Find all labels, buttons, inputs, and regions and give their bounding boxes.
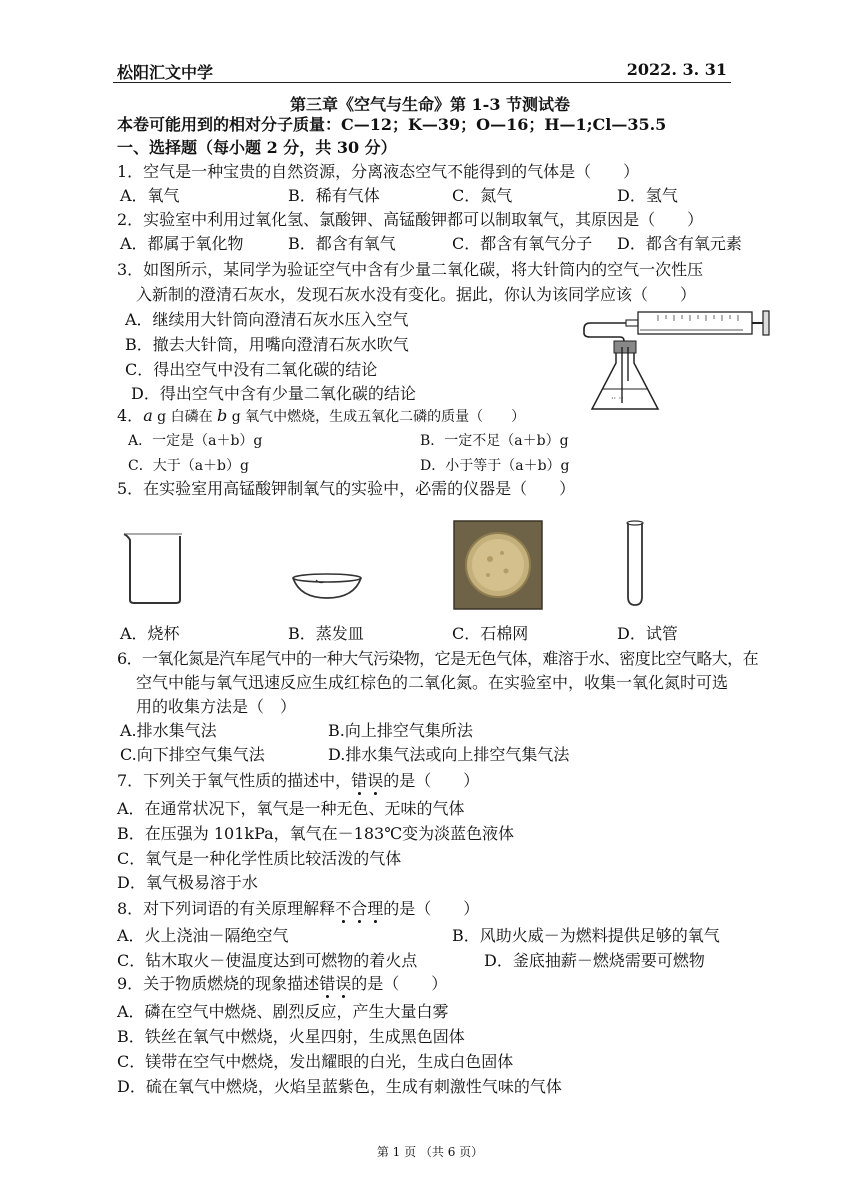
q8-emph-1: 不	[335, 899, 352, 918]
q4-option-c: C．大于（a＋b）g	[128, 458, 249, 474]
syringe-flask-figure	[578, 303, 778, 415]
q8-stem-pre: 8．对下列词语的有关原理解释	[117, 899, 336, 918]
q8-option-a: A．火上浇油－隔绝空气	[117, 926, 289, 945]
q7-emph-2: 误	[367, 771, 384, 790]
q9-option-b: B．铁丝在氧气中燃烧，火星四射，生成黑色固体	[117, 1027, 465, 1046]
relative-masses: 本卷可能用到的相对分子质量：C—12；K—39；O—16；H—1;Cl—35.5	[117, 115, 667, 134]
q4-number: 4．	[117, 406, 144, 425]
q3-option-a: A．继续用大针筒向澄清石灰水压入空气	[125, 310, 409, 329]
page-header	[117, 60, 727, 82]
q9-option-d: D．硫在氧气中燃烧，火焰呈蓝紫色，生成有刺激性气味的气体	[117, 1077, 562, 1096]
q4-option-d: D．小于等于（a＋b）g	[420, 458, 570, 474]
q6-option-c: C.向下排空气集气法	[120, 745, 265, 764]
q9-option-c: C．镁带在空气中燃烧，发出耀眼的白光，生成白色固体	[117, 1052, 514, 1071]
q2-stem: 2．实验室中利用过氧化氢、氯酸钾、高锰酸钾都可以制取氧气，其原因是（ ）	[117, 210, 704, 229]
beaker-image	[120, 530, 190, 606]
q6-option-a: A.排水集气法	[120, 721, 217, 740]
school-name: 松阳汇文中学	[117, 63, 214, 82]
q7-stem-post: 的是（ ）	[383, 771, 480, 790]
q9-stem-pre: 9．关于物质燃烧的现象描述	[117, 974, 320, 993]
q1-stem: 1．空气是一种宝贵的自然资源，分离液态空气不能得到的气体是（ ）	[117, 162, 640, 181]
q5-option-d: D．试管	[617, 624, 678, 643]
q3-stem-line2: 入新制的澄清石灰水，发现石灰水没有变化。据此，你认为该同学应该（ ）	[136, 285, 697, 304]
q2-option-a: A．都属于氧化物	[120, 234, 244, 253]
q2-option-d: D．都含有氧元素	[617, 234, 742, 253]
q9-emph-1: 错	[319, 974, 336, 993]
q9-option-a: A．磷在空气中燃烧、剧烈反应，产生大量白雾	[117, 1002, 449, 1021]
q6-option-d: D.排水集气法或向上排空气集气法	[328, 745, 570, 764]
q4-text1: g 白磷在	[152, 409, 218, 425]
q5-stem: 5．在实验室用高锰酸钾制氧气的实验中，必需的仪器是（ ）	[117, 479, 576, 498]
q7-option-b: B．在压强为 101kPa，氧气在－183℃变为淡蓝色液体	[117, 824, 515, 843]
q8-stem-post: 的是（ ）	[383, 899, 480, 918]
q5-option-b: B．蒸发皿	[288, 624, 364, 643]
exam-title: 第三章《空气与生命》第 1-3 节测试卷	[289, 95, 571, 114]
q3-option-c: C．得出空气中没有二氧化碳的结论	[125, 360, 378, 379]
q7-stem-pre: 7．下列关于氧气性质的描述中，	[117, 771, 352, 790]
q8-emph-2: 合	[351, 899, 368, 918]
q7-stem	[117, 770, 479, 792]
q1-option-c: C．氮气	[452, 186, 513, 205]
test-tube-image	[622, 519, 648, 609]
q2-option-b: B．都含有氧气	[288, 234, 396, 253]
q4-stem	[117, 405, 525, 428]
q8-emph-3: 理	[367, 899, 384, 918]
q5-option-a: A．烧杯	[120, 624, 180, 643]
q8-option-c: C．钻木取火－使温度达到可燃物的着火点	[117, 951, 418, 970]
q4-var-a: a	[143, 406, 153, 425]
q7-option-a: A．在通常状况下，氧气是一种无色、无味的气体	[117, 799, 465, 818]
q6-option-b: B.向上排空气集所法	[328, 721, 473, 740]
exam-date: 2022. 3. 31	[626, 60, 727, 79]
svg-text:·· ··: ·· ··	[611, 394, 624, 403]
q3-option-d: D．得出空气中含有少量二氧化碳的结论	[131, 384, 416, 403]
q7-option-d: D．氧气极易溶于水	[117, 873, 258, 892]
q9-emph-2: 误	[335, 974, 352, 993]
q3-stem-line1: 3．如图所示，某同学为验证空气中含有少量二氧化碳，将大针筒内的空气一次性压	[117, 260, 704, 279]
q4-text2: g 氧气中燃烧，生成五氧化二磷的质量（ ）	[227, 409, 526, 425]
q4-var-b: b	[217, 406, 228, 425]
q6-stem-line1: 6．一氧化氮是汽车尾气中的一种大气污染物，它是无色气体，难溶于水、密度比空气略大，在	[117, 649, 758, 668]
q7-option-c: C．氧气是一种化学性质比较活泼的气体	[117, 849, 402, 868]
q4-option-a: A．一定是（a＋b）g	[128, 433, 263, 449]
q3-option-b: B．撤去大针筒，用嘴向澄清石灰水吹气	[125, 335, 409, 354]
q8-option-d: D．釜底抽薪－燃烧需要可燃物	[484, 951, 705, 970]
q4-option-b: B．一定不足（a＋b）g	[420, 433, 569, 449]
q2-option-c: C．都含有氧气分子	[452, 234, 593, 253]
q9-stem-post: 的是（ ）	[351, 974, 448, 993]
q1-option-b: B．稀有气体	[288, 186, 380, 205]
q5-option-c: C．石棉网	[452, 624, 529, 643]
q7-emph-1: 错	[351, 771, 368, 790]
q9-stem	[117, 973, 447, 995]
q1-option-d: D．氢气	[617, 186, 678, 205]
page-footer: 第 1 页 （共 6 页）	[376, 1145, 484, 1159]
section-heading: 一、选择题（每小题 2 分，共 30 分）	[117, 138, 397, 157]
q1-option-a: A．氧气	[120, 186, 180, 205]
q6-stem-line3: 用的收集方法是（ ）	[136, 697, 297, 716]
asbestos-gauze-image	[452, 519, 544, 611]
q8-option-b: B．风助火威－为燃料提供足够的氧气	[452, 926, 720, 945]
q6-stem-line2: 空气中能与氧气迅速反应生成红棕色的二氧化氮。在实验室中，收集一氧化氮时可选	[136, 673, 729, 692]
q8-stem	[117, 898, 479, 920]
header-rule	[113, 82, 731, 83]
evaporating-dish-image	[290, 572, 364, 602]
